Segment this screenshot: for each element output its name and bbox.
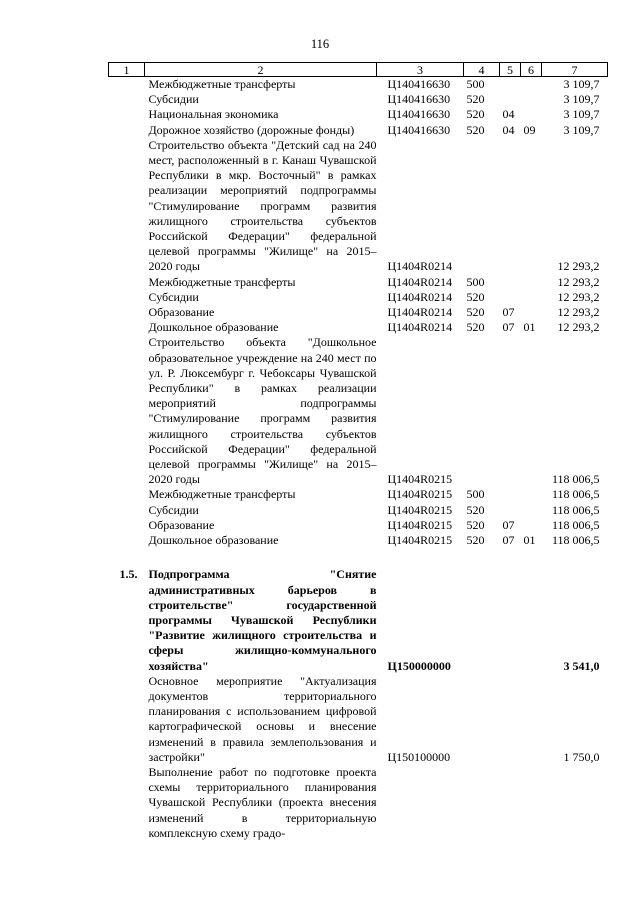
column-header: 7 (542, 63, 608, 77)
subsection-code (521, 305, 542, 320)
row-name: Субсидии (148, 289, 199, 304)
amount: 118 006,5 (551, 472, 600, 487)
expense-type (464, 674, 500, 765)
row-name: Образование (148, 517, 215, 532)
amount: 3 109,7 (563, 107, 600, 122)
section-code: 07 (502, 533, 515, 548)
subsection-code (521, 765, 542, 841)
target-code: Ц1404R0215 (387, 517, 453, 532)
subsection-code (521, 107, 542, 122)
subsection-code (521, 138, 542, 275)
amount: 12 293,2 (557, 274, 600, 289)
column-header: 5 (500, 63, 521, 77)
target-code: Ц1404R0214 (387, 305, 453, 320)
section-number: 1.5. (119, 567, 138, 582)
column-header: 1 (109, 63, 145, 77)
table-row (109, 107, 608, 122)
section-row (109, 567, 608, 673)
table-row (109, 518, 608, 533)
subsection-code: 01 (523, 320, 536, 335)
section-code: 07 (502, 320, 515, 335)
table-row (109, 320, 608, 335)
subsection-code (521, 275, 542, 290)
section-code (500, 275, 521, 290)
section-code (500, 77, 521, 93)
target-code: Ц1404R0214 (387, 289, 453, 304)
subsection-code (521, 503, 542, 518)
amount: 12 293,2 (557, 259, 600, 274)
expense-type: 520 (466, 533, 485, 548)
amount (542, 765, 608, 841)
table-row (109, 533, 608, 548)
expense-type (464, 765, 500, 841)
amount: 12 293,2 (557, 320, 600, 335)
subsection-code (521, 92, 542, 107)
row-name: Дорожное хозяйство (дорожные фонды) (148, 122, 355, 137)
column-header: 3 (377, 63, 464, 77)
section-code (500, 290, 521, 305)
table-row (109, 335, 608, 487)
table-row (109, 138, 608, 275)
row-name: Субсидии (148, 92, 199, 107)
section-code (500, 674, 521, 765)
expense-type: 520 (466, 289, 485, 304)
expense-type: 520 (466, 502, 485, 517)
amount: 12 293,2 (557, 289, 600, 304)
amount: 118 006,5 (551, 487, 600, 502)
subsection-code (521, 487, 542, 502)
table-row (109, 305, 608, 320)
row-name: Межбюджетные трансферты (148, 77, 296, 91)
subsection-code: 09 (523, 122, 536, 137)
amount: 1 750,0 (563, 749, 600, 764)
table-row (109, 275, 608, 290)
target-code: Ц1404R0215 (387, 487, 453, 502)
target-code: Ц1404R0214 (387, 320, 453, 335)
expense-type (464, 335, 500, 487)
section-code: 04 (502, 122, 515, 137)
expense-type: 500 (466, 487, 485, 502)
subsection-code: 01 (523, 533, 536, 548)
amount: 118 006,5 (551, 533, 600, 548)
expense-type: 520 (466, 107, 485, 122)
table-row (109, 503, 608, 518)
amount: 118 006,5 (551, 502, 600, 517)
row-name: Дошкольное образование (148, 533, 279, 548)
row-name: Национальная экономика (148, 107, 279, 122)
row-name: Дошкольное образование (148, 320, 279, 335)
row-name: Межбюджетные трансферты (148, 274, 296, 289)
table-row (109, 123, 608, 138)
column-header: 6 (521, 63, 542, 77)
section-code: 07 (502, 305, 515, 320)
amount: 12 293,2 (557, 305, 600, 320)
column-header: 4 (464, 63, 500, 77)
expense-type: 520 (466, 517, 485, 532)
target-code: Ц1404R0215 (387, 533, 453, 548)
row-name: Строительство объекта "Дошкольное образовательное учреждение на 240 мест по ул. Р. Люксембург г. Чебоксары Чувашской Республики" в рамках реализации мероприятий подпрограммы "Стимулирование программ развития жилищного строительства субъектов Российской Федерации" федеральной целевой программы "Жилище" на 2015–2020 годы (148, 335, 377, 487)
expense-type: 500 (466, 274, 485, 289)
table-row (109, 765, 608, 841)
row-name: Выполнение работ по подготовке проекта схемы территориального планирования Чувашской Республики (проекта внесения изменений в территориальную комплексную схему градо- (148, 764, 377, 840)
section-code (500, 503, 521, 518)
target-code: Ц1404R0215 (387, 472, 453, 487)
row-name: Основное мероприятие "Актуализация документов территориального планирования с использованием цифровой картографической основы и внесение изменений в правила землепользования и застройки" (148, 673, 377, 764)
page-number: 116 (310, 37, 330, 51)
subsection-code (521, 518, 542, 533)
subsection-code (521, 674, 542, 765)
amount: 3 109,7 (563, 92, 600, 107)
table-body (109, 77, 608, 841)
table-row (109, 77, 608, 93)
expense-type: 500 (466, 77, 485, 91)
section-code (500, 92, 521, 107)
target-code (377, 765, 464, 841)
section-code (500, 138, 521, 275)
section-code: 07 (502, 517, 515, 532)
row-name: Образование (148, 305, 215, 320)
section-amount: 3 541,0 (563, 658, 600, 673)
target-code: Ц1404R0215 (387, 502, 453, 517)
target-code: Ц1404R0214 (387, 274, 453, 289)
section-code: 04 (502, 107, 515, 122)
section-code (500, 487, 521, 502)
row-name: Межбюджетные трансферты (148, 487, 296, 502)
spacer-row (109, 548, 608, 567)
expense-type: 520 (466, 320, 485, 335)
section-target-code: Ц150000000 (387, 658, 451, 673)
row-name: Строительство объекта "Детский сад на 240 мест, расположенный в г. Канаш Чувашской Республики в мкр. Восточный" в рамках реализации мероприятий подпрограммы "Стимулирование программ развития жилищного строительства субъектов Российской Федерации" федеральной целевой программы "Жилище" на 2015–2020 годы (148, 137, 377, 274)
section-name: Подпрограмма "Снятие административных барьеров в строительстве" государственной программы Чувашской Республики "Развитие жилищного строительства и сферы жилищно-коммунального хозяйства" (148, 567, 377, 673)
expense-type (464, 138, 500, 275)
target-code: Ц140416630 (387, 122, 451, 137)
amount: 3 109,7 (563, 122, 600, 137)
expense-type: 520 (466, 122, 485, 137)
target-code: Ц1404R0214 (387, 259, 453, 274)
budget-table (108, 62, 608, 841)
target-code: Ц140416630 (387, 92, 451, 107)
target-code: Ц150100000 (387, 749, 451, 764)
subsection-code (521, 335, 542, 487)
subsection-code (521, 77, 542, 93)
column-header: 2 (145, 63, 377, 77)
section-code (500, 335, 521, 487)
subsection-code (521, 290, 542, 305)
target-code: Ц140416630 (387, 77, 451, 91)
expense-type: 520 (466, 305, 485, 320)
target-code: Ц140416630 (387, 107, 451, 122)
column-number-row (109, 63, 608, 77)
expense-type: 520 (466, 92, 485, 107)
amount: 3 109,7 (563, 77, 600, 91)
table-header (109, 63, 608, 77)
table-row (109, 92, 608, 107)
table-row (109, 674, 608, 765)
section-code (500, 765, 521, 841)
row-name: Субсидии (148, 502, 199, 517)
table-row (109, 290, 608, 305)
table-row (109, 487, 608, 502)
amount: 118 006,5 (551, 517, 600, 532)
